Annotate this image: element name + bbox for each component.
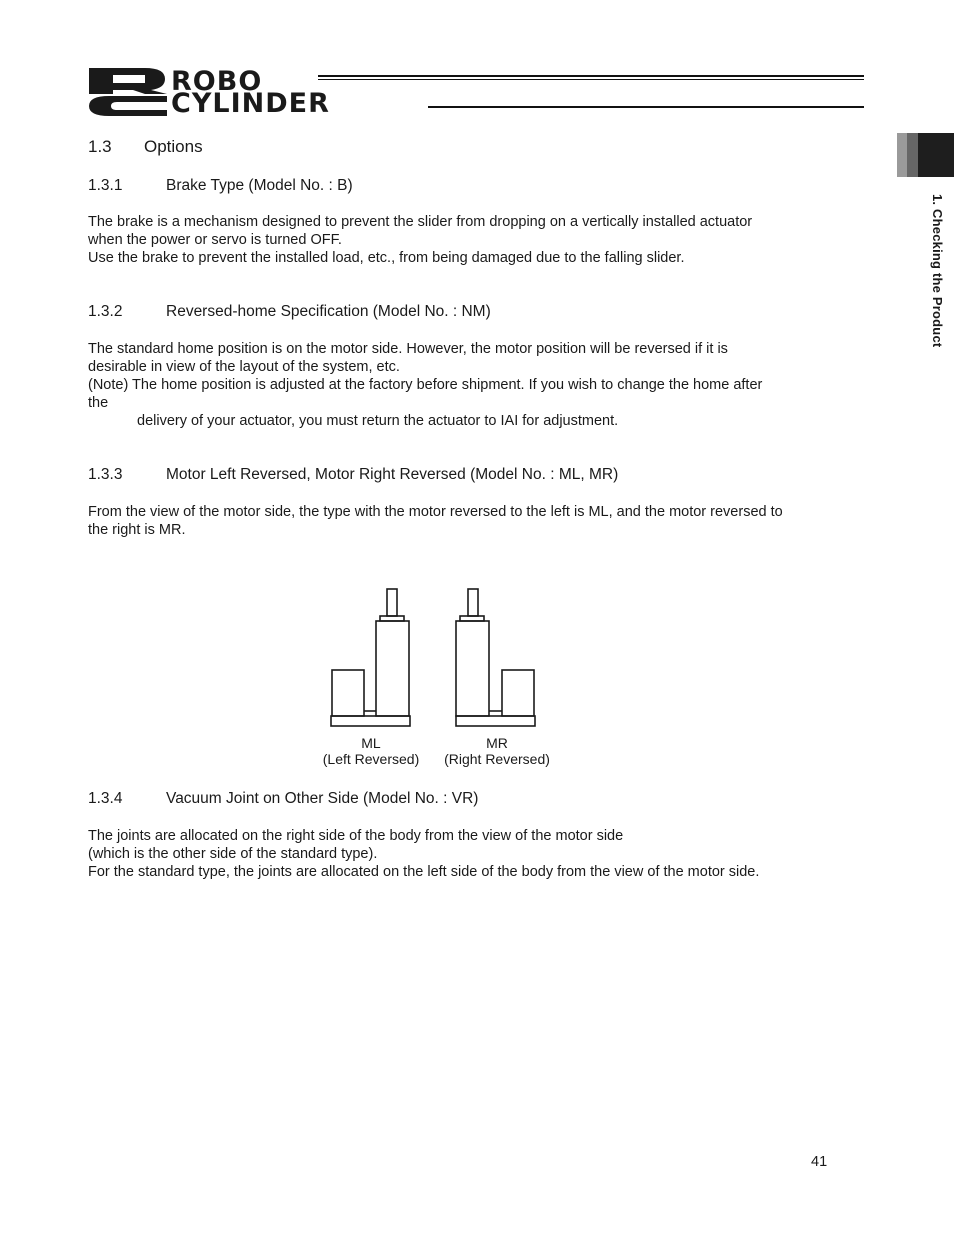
chapter-side-label: 1. Checking the Product (930, 194, 945, 348)
subsection-number: 1.3.3 (88, 466, 123, 483)
paragraph-line: From the view of the motor side, the type with the motor reversed to the left is ML, and the motor reversed to (88, 504, 783, 520)
chapter-tab-marker (897, 133, 907, 177)
subsection-number: 1.3.1 (88, 177, 123, 194)
paragraph-vacuum-joint (88, 827, 848, 881)
subsection-number: 1.3.2 (88, 303, 123, 320)
figure-code: ML (361, 735, 381, 751)
subsection-title: Motor Left Reversed, Motor Right Reversed (Model No. : ML, MR) (166, 466, 619, 483)
motor-orientation-figure (325, 585, 545, 733)
paragraph-line: desirable in view of the layout of the system, etc. (88, 359, 400, 375)
page-number: 41 (811, 1154, 828, 1170)
chapter-tab-marker (907, 133, 918, 177)
logo-text-robo: ROBO (171, 66, 263, 97)
paragraph-line: delivery of your actuator, you must return the actuator to IAI for adjustment. (137, 413, 619, 429)
paragraph-line: (Note) The home position is adjusted at the factory before shipment. If you wish to change the home after (88, 377, 763, 393)
subsection-title: Vacuum Joint on Other Side (Model No. : VR) (166, 790, 479, 807)
subsection-heading-reversed-home (88, 303, 491, 321)
ml-actuator-diagram (331, 589, 410, 726)
paragraph-line: For the standard type, the joints are allocated on the left side of the body from the view of the motor side. (88, 864, 760, 880)
paragraph-line: the (88, 395, 109, 411)
figure-label-mr (432, 735, 562, 767)
mr-actuator-diagram (456, 589, 535, 726)
paragraph-line: The standard home position is on the motor side. However, the motor position will be reversed if it is (88, 341, 728, 357)
paragraph-line: The brake is a mechanism designed to prevent the slider from dropping on a vertically installed actuator (88, 214, 753, 230)
figure-code: MR (486, 735, 508, 751)
subsection-heading-brake (88, 177, 353, 195)
figure-label-ml (311, 735, 431, 767)
figure-desc: (Left Reversed) (322, 751, 420, 767)
paragraph-motor-reversed (88, 503, 848, 539)
paragraph-line: Use the brake to prevent the installed load, etc., from being damaged due to the falling slider. (88, 250, 685, 266)
paragraph-line: (which is the other side of the standard type). (88, 846, 378, 862)
subsection-title: Reversed-home Specification (Model No. : NM) (166, 303, 491, 320)
paragraph-line: the right is MR. (88, 522, 186, 538)
paragraph-reversed-home (88, 340, 848, 430)
header-rule (428, 106, 864, 108)
paragraph-line: The joints are allocated on the right side of the body from the view of the motor side (88, 828, 624, 844)
chapter-tab-marker (918, 133, 954, 177)
paragraph-brake (88, 213, 848, 267)
section-heading (88, 137, 203, 157)
figure-desc: (Right Reversed) (444, 751, 550, 767)
paragraph-line: when the power or servo is turned OFF. (88, 232, 342, 248)
section-title: Options (144, 137, 203, 156)
header-rule (318, 79, 864, 80)
subsection-heading-motor-reversed (88, 466, 618, 484)
section-number: 1.3 (88, 137, 112, 156)
subsection-heading-vacuum-joint (88, 790, 478, 808)
subsection-number: 1.3.4 (88, 790, 123, 807)
header-rule (318, 75, 864, 77)
subsection-title: Brake Type (Model No. : B) (166, 177, 353, 194)
rc-logo-icon (87, 66, 169, 118)
robo-cylinder-logo (87, 66, 169, 118)
logo-text-cylinder: CYLINDER (171, 88, 330, 119)
